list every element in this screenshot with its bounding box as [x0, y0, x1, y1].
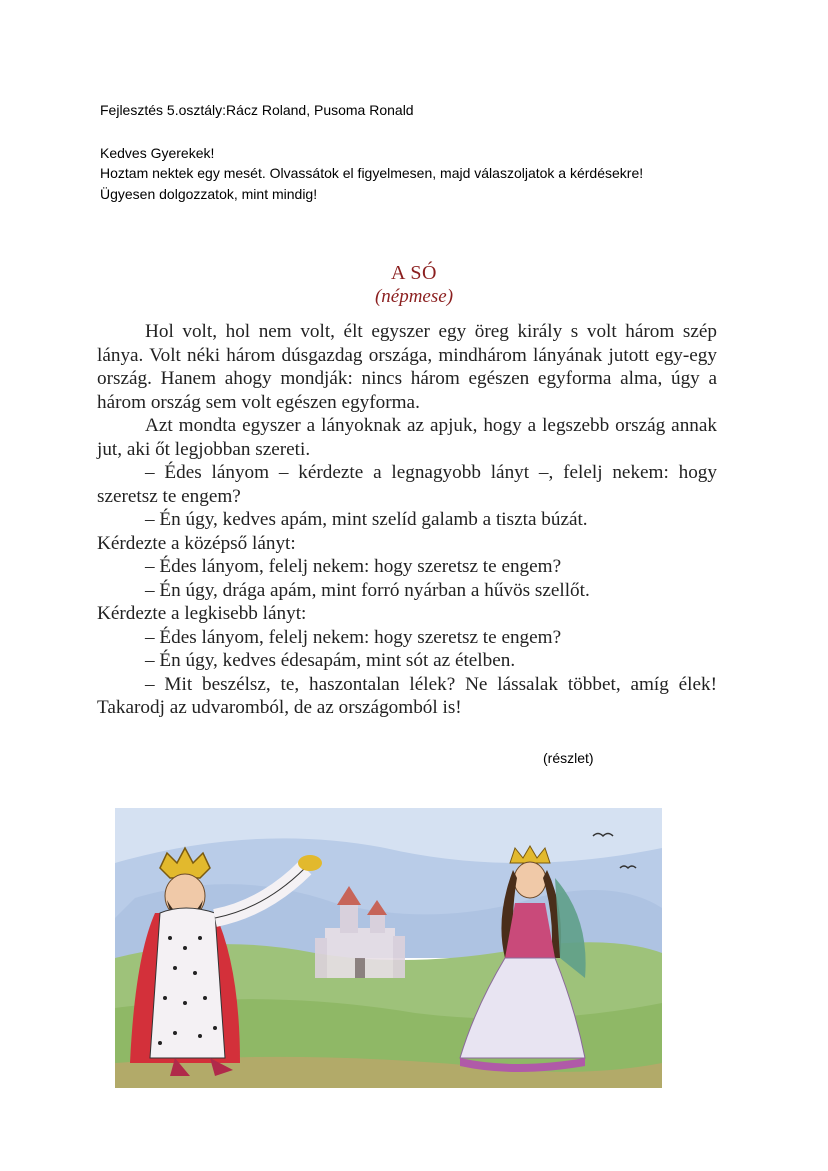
story-paragraph: Kérdezte a középső lányt: [97, 532, 296, 554]
story-text [97, 320, 717, 720]
excerpt-note: (részlet) [543, 750, 594, 766]
story-paragraph: Azt mondta egyszer a lányoknak az apjuk, hogy a legszebb ország annak jut, aki őt legjobban szereti. [97, 415, 717, 460]
header-instruction: Hoztam nektek egy mesét. Olvassátok el figyelmesen, majd válaszoljatok a kérdésekre! [100, 165, 644, 181]
story-paragraph: – Én úgy, kedves apám, mint szelíd galamb a tiszta búzát. [145, 509, 588, 530]
story-subtitle: (népmese) [374, 286, 454, 307]
story-paragraph: – Édes lányom – kérdezte a legnagyobb lányt –, felelj nekem: hogy szeretsz te engem? [97, 462, 717, 507]
king-and-princess-illustration [115, 808, 662, 1088]
story-paragraph: – Édes lányom, felelj nekem: hogy szeretsz te engem? [145, 556, 562, 577]
story-paragraph: – Édes lányom, felelj nekem: hogy szeretsz te engem? [145, 626, 562, 648]
header-greeting: Kedves Gyerekek! [100, 145, 215, 161]
story-paragraph: – Én úgy, kedves édesapám, mint sót az ételben. [145, 650, 516, 671]
story-title: A SÓ [391, 262, 437, 284]
story-paragraph: – Én úgy, drága apám, mint forró nyárban a hűvös szellőt. [145, 579, 590, 601]
story-paragraph: – Mit beszélsz, te, haszontalan lélek? Ne lássalak többet, amíg élek! Takarodj az udvaromból, de az országomból is! [97, 673, 717, 718]
header-encouragement: Ügyesen dolgozzatok, mint mindig! [100, 186, 318, 202]
header-authors: Fejlesztés 5.osztály:Rácz Roland, Pusoma Ronald [100, 102, 414, 118]
story-paragraph: Kérdezte a legkisebb lányt: [97, 603, 307, 624]
story-paragraph: Hol volt, hol nem volt, élt egyszer egy öreg király s volt három szép lánya. Volt néki három dúsgazdag országa, mindhárom lányának jutott egy-egy ország. Hanem ahogy mondják: nincs három egészen egyforma alma, úgy a három ország sem volt egészen egyforma. [97, 321, 717, 413]
